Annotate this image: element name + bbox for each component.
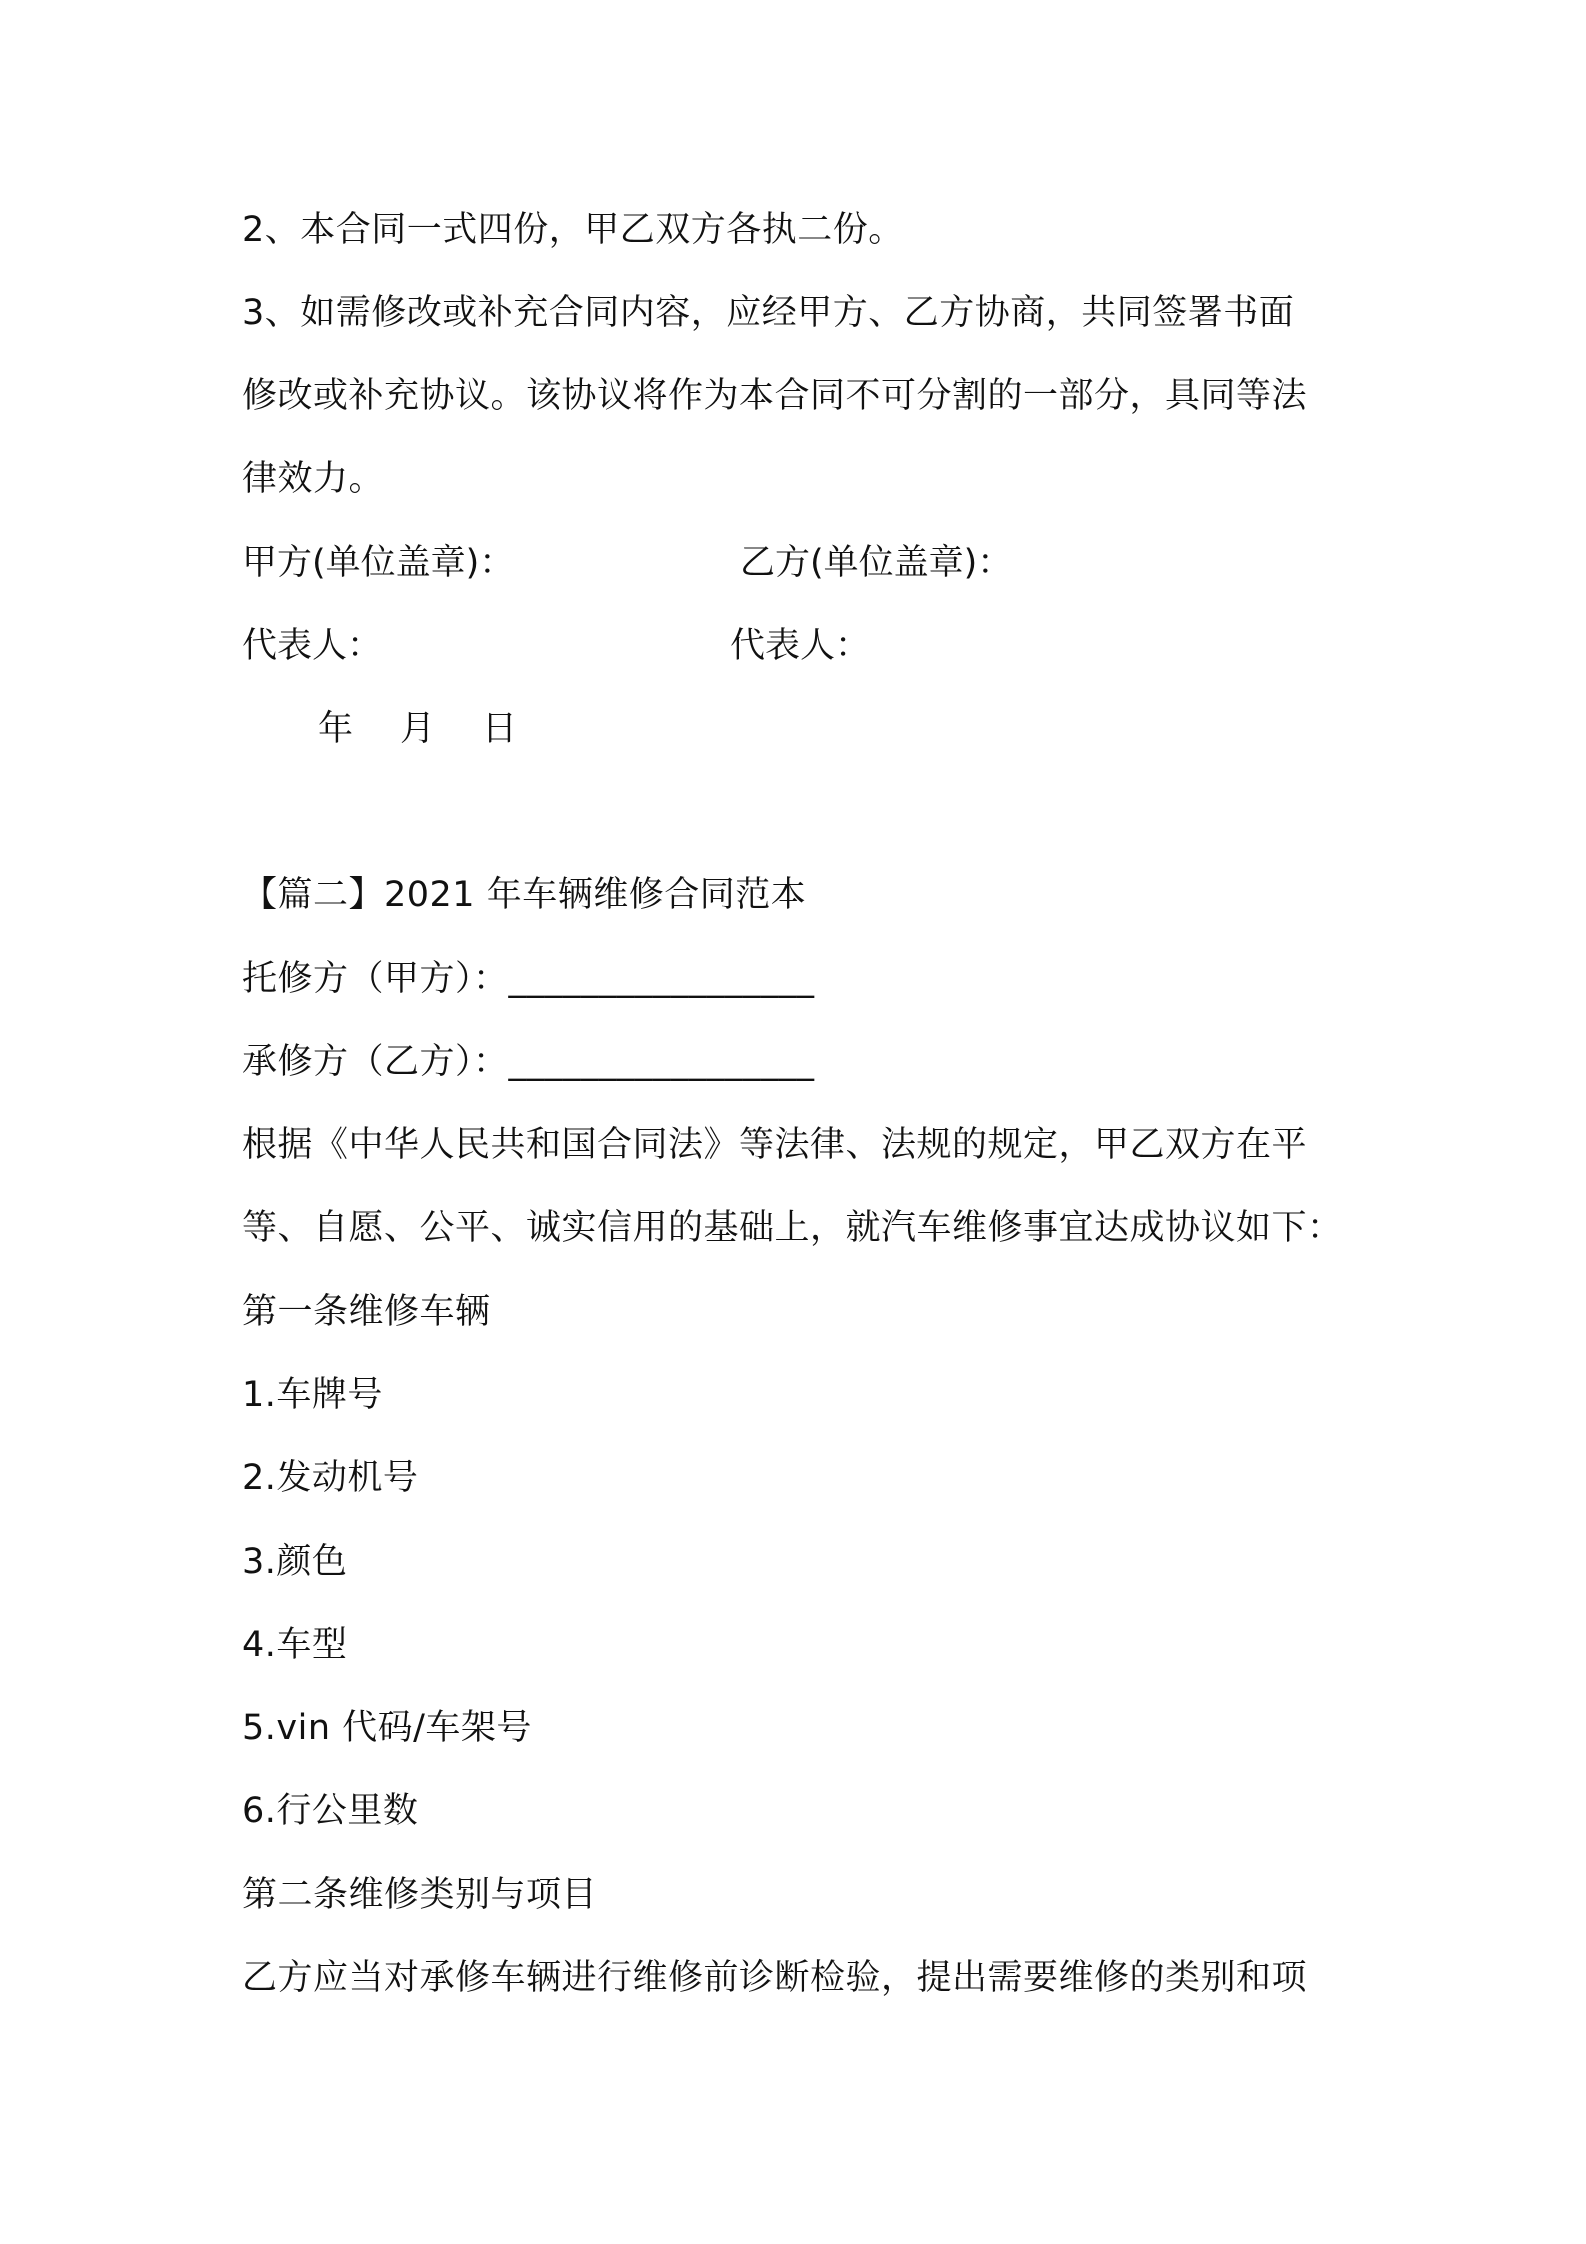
- list-item: 1.车牌号: [242, 1375, 383, 1415]
- article-2-title: 第二条维修类别与项目: [242, 1875, 598, 1915]
- section-heading: 【篇二】2021 年车辆维修合同范本: [242, 875, 807, 915]
- clause-3-line-2: 修改或补充协议。该协议将作为本合同不可分割的一部分，具同等法: [242, 376, 1308, 416]
- party-a-representative-label: 代表人：: [242, 626, 383, 666]
- list-item: 4.车型: [242, 1625, 348, 1665]
- list-item: 2.发动机号: [242, 1458, 419, 1498]
- preamble-line-2: 等、自愿、公平、诚实信用的基础上，就汽车维修事宜达成协议如下：: [242, 1208, 1343, 1248]
- preamble-line-1: 根据《中华人民共和国合同法》等法律、法规的规定，甲乙双方在平: [242, 1125, 1308, 1165]
- repairer-party-field: 承修方（乙方）：_________________: [242, 1042, 815, 1082]
- list-item: 6.行公里数: [242, 1791, 419, 1831]
- article-2-text: 乙方应当对承修车辆进行维修前诊断检验，提出需要维修的类别和项: [242, 1958, 1308, 1998]
- article-1-title: 第一条维修车辆: [242, 1292, 491, 1332]
- clause-3-line-3: 律效力。: [242, 459, 385, 499]
- party-a-seal-label: 甲方(单位盖章)：: [242, 543, 515, 583]
- clause-2: 2、本合同一式四份，甲乙双方各执二份。: [242, 210, 904, 250]
- list-item: 5.vin 代码/车架号: [242, 1708, 532, 1748]
- clause-3-line-1: 3、如需修改或补充合同内容，应经甲方、乙方协商，共同签署书面: [242, 293, 1295, 333]
- client-party-field: 托修方（甲方）：_________________: [242, 959, 815, 999]
- party-b-representative-label: 代表人：: [730, 626, 871, 666]
- list-item: 3.颜色: [242, 1542, 348, 1582]
- party-b-seal-label: 乙方(单位盖章)：: [740, 543, 1013, 583]
- signature-date: 年 月 日: [318, 709, 524, 749]
